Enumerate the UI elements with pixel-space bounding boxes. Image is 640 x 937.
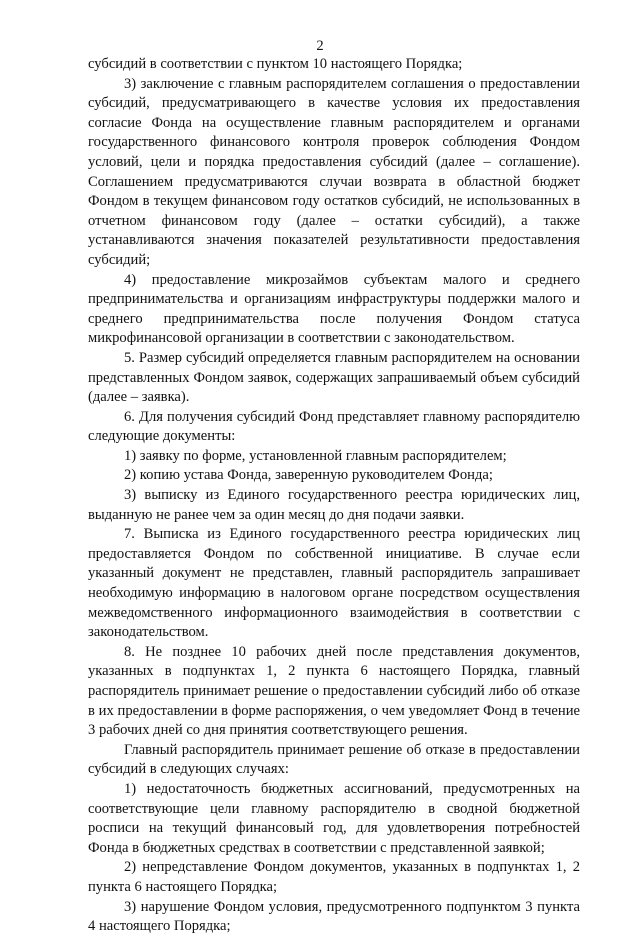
paragraph-clause-8: 8. Не позднее 10 рабочих дней после представления документов, указанных в подпунктах 1, 2 пункта 6 настоящего Порядка, главный распорядитель принимает решение о предоставлении субсидий либо об отказе в их предоставлении в форме распоряжения, о чем уведомляет Фонд в течение 3 рабочих дней со дня принятия соответствующего решения. — [88, 643, 580, 739]
paragraph-refusal-intro: Главный распорядитель принимает решение об отказе в предоставлении субсидий в следующих случаях: — [88, 741, 580, 778]
paragraph-clause-6-item-3: 3) выписку из Единого государственного реестра юридических лиц, выданную не ранее чем за один месяц до дня подачи заявки. — [88, 487, 580, 523]
paragraph-clause-6: 6. Для получения субсидий Фонд представляет главному распорядителю следующие документы: — [88, 408, 580, 445]
paragraph-refusal-item-3: 3) нарушение Фондом условия, предусмотренного подпунктом 3 пункта 4 настоящего Порядка; — [88, 898, 580, 935]
paragraph-clause-6-item-1: 1) заявку по форме, установленной главным распорядителем; — [124, 447, 507, 464]
paragraph-clause-7: 7. Выписка из Единого государственного реестра юридических лиц предоставляется Фондом по собственной инициативе. В случае если указанный документ не представлен, главный распорядитель запрашивает необходимую информацию в налоговом органе посредством осуществления межведомственного информационного взаимодействия в соответствии с законодательством. — [88, 526, 580, 641]
paragraph-clause-5: 5. Размер субсидий определяется главным распорядителем на основании представленных Фондом заявок, содержащих запрашиваемый объем субсидий (далее – заявка). — [88, 349, 580, 406]
paragraph-refusal-item-1: 1) недостаточность бюджетных ассигнований, предусмотренных на соответствующие цели главному распорядителю в сводной бюджетной росписи на текущий финансовый год, для удовлетворения потребностей Фонда в бюджетных средствах в соответствии с представленной заявкой; — [88, 780, 580, 856]
paragraph-item-3-agreement: 3) заключение с главным распорядителем соглашения о предоставлении субсидий, предусматривающего в качестве условия их предоставления согласие Фонда на осуществление главным распорядителем и органами государственного финансового контроля проверок соблюдения Фондом условий, цели и порядка предоставления субсидий (далее – соглашение). Соглашением предусматриваются случаи возврата в областной бюджет Фондом в текущем финансовом году остатков субсидий, не использованных в отчетном финансовом году (далее – остатки субсидий), а также устанавливаются значения показателей результативности предоставления субсидий; — [88, 75, 580, 268]
paragraph-refusal-item-2: 2) непредставление Фондом документов, указанных в подпунктах 1, 2 пункта 6 настоящего Порядка; — [88, 859, 580, 895]
paragraph-continuation: субсидий в соответствии с пунктом 10 настоящего Порядка; — [88, 56, 463, 72]
paragraph-item-4-microloans: 4) предоставление микрозаймов субъектам малого и среднего предпринимательства и организациям инфраструктуры поддержки малого и среднего предпринимательства после получения Фондом статуса микрофинансовой организации в соответствии с законодательством. — [88, 271, 580, 347]
paragraph-clause-6-item-2: 2) копию устава Фонда, заверенную руководителем Фонда; — [124, 467, 493, 484]
page-number: 2 — [316, 38, 324, 54]
document-body — [88, 55, 580, 937]
